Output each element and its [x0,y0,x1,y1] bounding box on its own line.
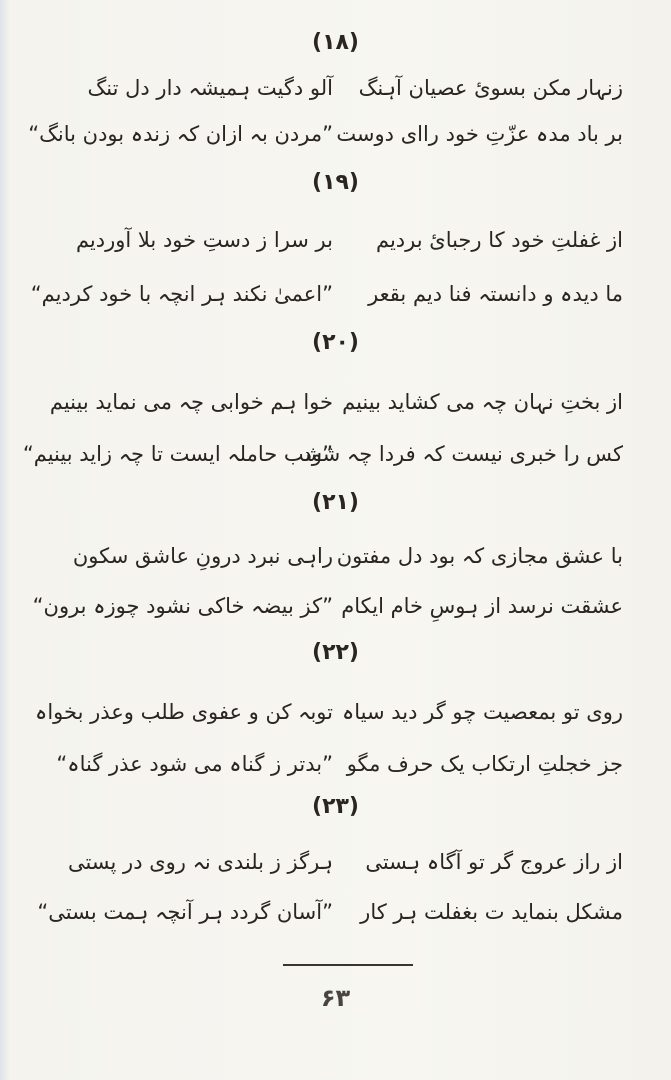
verse-line: جز خجلتِ ارتکاب یک حرف مگو [346,752,623,776]
verse-line: ”شب حاملہ ایست تا چہ زاید بینیم“ [22,442,333,466]
verse-line: عشقت نرسد از ہوسِ خام ایکام [341,594,623,618]
verse-line: کس را خبری نیست کہ فردا چہ شود [302,442,623,466]
verse-line: روی تو بمعصیت چو گر دید سیاہ [341,700,623,724]
verse-line: ”بدتر ز گناہ می شود عذر گناہ“ [56,752,333,776]
verse-line: ”کز بیضہ خاکی نشود چوزہ برون“ [32,594,333,618]
poem-number: (۲۰) [312,330,359,355]
verse-line: زنہار مکن بسوئ عصیان آہنگ [358,76,623,100]
verse-line: بر سرا ز دستِ خود بلا آوردیم [75,228,333,252]
verse-line: ما دیدہ و دانستہ فنا دیم بقعر [368,282,623,306]
page-number: ۶۳ [320,984,351,1012]
footer-rule [283,964,413,966]
poem-number: (۱۹) [312,170,359,195]
poem-number: (۲۱) [312,490,359,515]
verse-line: آلو دگیت ہمیشہ دار دل تنگ [87,76,333,100]
verse-line: ”اعمیٰ نکند ہر انچہ با خود کردیم“ [30,282,333,306]
verse-line: راہی نبرد درونِ عاشق سکون [72,544,333,568]
poem-number: (۲۲) [312,640,359,665]
verse-line: با عشق مجازی کہ بود دل مفتون [336,544,623,568]
verse-line: از غفلتِ خود کا رجبائ بردیم [375,228,623,252]
verse-line: خوا ہم خوابی چہ می نماید بینیم [49,390,333,414]
verse-line: مشکل بنماید ت بغفلت ہر کار [360,900,623,924]
verse-line: از راز عروج گر تو آگاہ ہستی [365,850,623,874]
verse-line: توبہ کن و عفوی طلب وعذر بخواہ [35,700,333,724]
verse-line: ہرگز ز بلندی نہ روی در پستی [67,850,333,874]
verse-line: ”مردن بہ ازان کہ زندہ بودن بانگ“ [28,122,333,146]
verse-line: بر باد مدہ عزّتِ خود رااى دوست [336,122,623,146]
verse-line: ”آسان گردد ہر آنچہ ہمت بستی“ [37,900,333,924]
poem-number: (۲۳) [312,794,359,819]
poem-number: (۱۸) [312,30,359,55]
verse-line: از بختِ نہان چہ می کشاید بینیم [342,390,623,414]
